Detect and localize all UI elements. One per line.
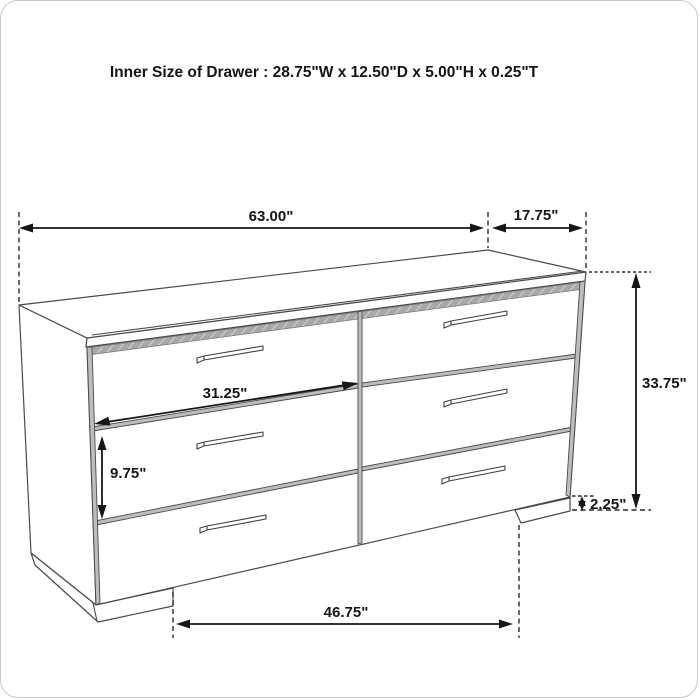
figure-title: Inner Size of Drawer : 28.75"W x 12.50"D x 5.00"H x 0.25"T [109, 64, 539, 81]
dim-label-drawer-width: 31.25" [202, 385, 248, 402]
dim-base-height [572, 496, 626, 513]
dim-overall-height [572, 272, 687, 510]
dim-label-drawer-height: 9.75" [110, 465, 147, 482]
dresser-left-side-panel [19, 305, 96, 605]
dim-label-overall-width: 63.00" [248, 208, 294, 225]
dim-label-top-depth: 17.75" [513, 207, 559, 224]
dim-label-base-height: 2.25" [590, 496, 627, 513]
dresser-drawing [19, 250, 586, 622]
dim-label-overall-height: 33.75" [642, 375, 687, 392]
center-divider [358, 311, 362, 544]
dim-label-base-inset-width: 46.75" [323, 604, 369, 621]
